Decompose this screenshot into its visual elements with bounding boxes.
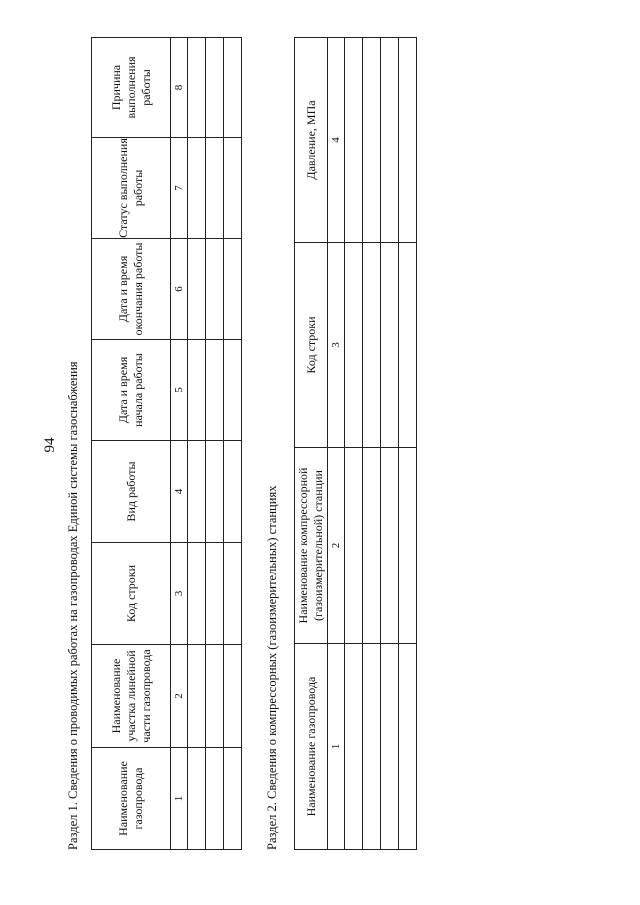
empty-cell[interactable]: [399, 243, 417, 448]
table-header-row: [295, 38, 328, 850]
empty-cell[interactable]: [381, 644, 399, 850]
column-header: Наименование участка линейной части газопровода: [92, 645, 171, 748]
empty-cell[interactable]: [206, 340, 224, 441]
empty-cell[interactable]: [381, 448, 399, 644]
section2-table: [294, 37, 417, 850]
empty-cell[interactable]: [363, 448, 381, 644]
column-header: Код строки: [92, 543, 171, 645]
empty-cell[interactable]: [381, 38, 399, 243]
section1-table: [91, 37, 242, 850]
empty-cell[interactable]: [224, 645, 242, 748]
empty-cell[interactable]: [363, 38, 381, 243]
section2-title: Раздел 2. Сведения о компрессорных (газоизмерительных) станциях: [265, 485, 279, 850]
column-number-row: [328, 38, 345, 850]
empty-cell[interactable]: [399, 448, 417, 644]
column-number: 3: [328, 243, 345, 448]
empty-cell[interactable]: [345, 243, 363, 448]
empty-row: [363, 38, 381, 850]
empty-row: [345, 38, 363, 850]
column-header: Дата и время начала работы: [92, 340, 171, 441]
column-number: 3: [171, 543, 188, 645]
column-number: 7: [171, 138, 188, 239]
column-number: 1: [171, 748, 188, 850]
empty-cell[interactable]: [206, 239, 224, 340]
column-number-row: [171, 38, 188, 850]
empty-row: [188, 38, 206, 850]
empty-cell[interactable]: [224, 748, 242, 850]
column-number: 5: [171, 340, 188, 441]
empty-cell[interactable]: [224, 543, 242, 645]
column-header: Наименование газопровода: [295, 644, 328, 850]
empty-cell[interactable]: [188, 441, 206, 543]
empty-cell[interactable]: [224, 239, 242, 340]
empty-cell[interactable]: [399, 38, 417, 243]
empty-cell[interactable]: [206, 645, 224, 748]
empty-cell[interactable]: [206, 38, 224, 138]
column-header: Вид работы: [92, 441, 171, 543]
empty-cell[interactable]: [188, 340, 206, 441]
column-number: 6: [171, 239, 188, 340]
empty-cell[interactable]: [224, 441, 242, 543]
empty-cell[interactable]: [188, 543, 206, 645]
empty-cell[interactable]: [381, 243, 399, 448]
empty-cell[interactable]: [345, 38, 363, 243]
empty-cell[interactable]: [188, 38, 206, 138]
empty-row: [381, 38, 399, 850]
section1-title: Раздел 1. Сведения о проводимых работах на газопроводах Единой системы газоснабжения: [66, 361, 80, 850]
empty-row: [399, 38, 417, 850]
column-number: 4: [171, 441, 188, 543]
empty-cell[interactable]: [206, 441, 224, 543]
column-header: Статус выполнения работы: [92, 138, 171, 239]
column-header: Код строки: [295, 243, 328, 448]
empty-row: [224, 38, 242, 850]
column-number: 1: [328, 644, 345, 850]
column-number: 8: [171, 38, 188, 138]
column-number: 2: [171, 645, 188, 748]
empty-cell[interactable]: [399, 644, 417, 850]
empty-cell[interactable]: [345, 448, 363, 644]
column-header: Причина выполнения работы: [92, 38, 171, 138]
empty-row: [206, 38, 224, 850]
column-header: Наименование газопровода: [92, 748, 171, 850]
empty-cell[interactable]: [363, 644, 381, 850]
column-header: Наименование компрессорной (газоизмерительной) станции: [295, 448, 328, 644]
empty-cell[interactable]: [188, 748, 206, 850]
empty-cell[interactable]: [363, 243, 381, 448]
empty-cell[interactable]: [224, 138, 242, 239]
empty-cell[interactable]: [188, 645, 206, 748]
empty-cell[interactable]: [345, 644, 363, 850]
empty-cell[interactable]: [206, 748, 224, 850]
column-header: Дата и время окончания работы: [92, 239, 171, 340]
column-number: 2: [328, 448, 345, 644]
column-header: Давление, МПа: [295, 38, 328, 243]
column-number: 4: [328, 38, 345, 243]
empty-cell[interactable]: [206, 543, 224, 645]
empty-cell[interactable]: [224, 38, 242, 138]
empty-cell[interactable]: [206, 138, 224, 239]
table-header-row: [92, 38, 171, 850]
page-number: 94: [42, 437, 58, 453]
empty-cell[interactable]: [188, 239, 206, 340]
empty-cell[interactable]: [188, 138, 206, 239]
empty-cell[interactable]: [224, 340, 242, 441]
